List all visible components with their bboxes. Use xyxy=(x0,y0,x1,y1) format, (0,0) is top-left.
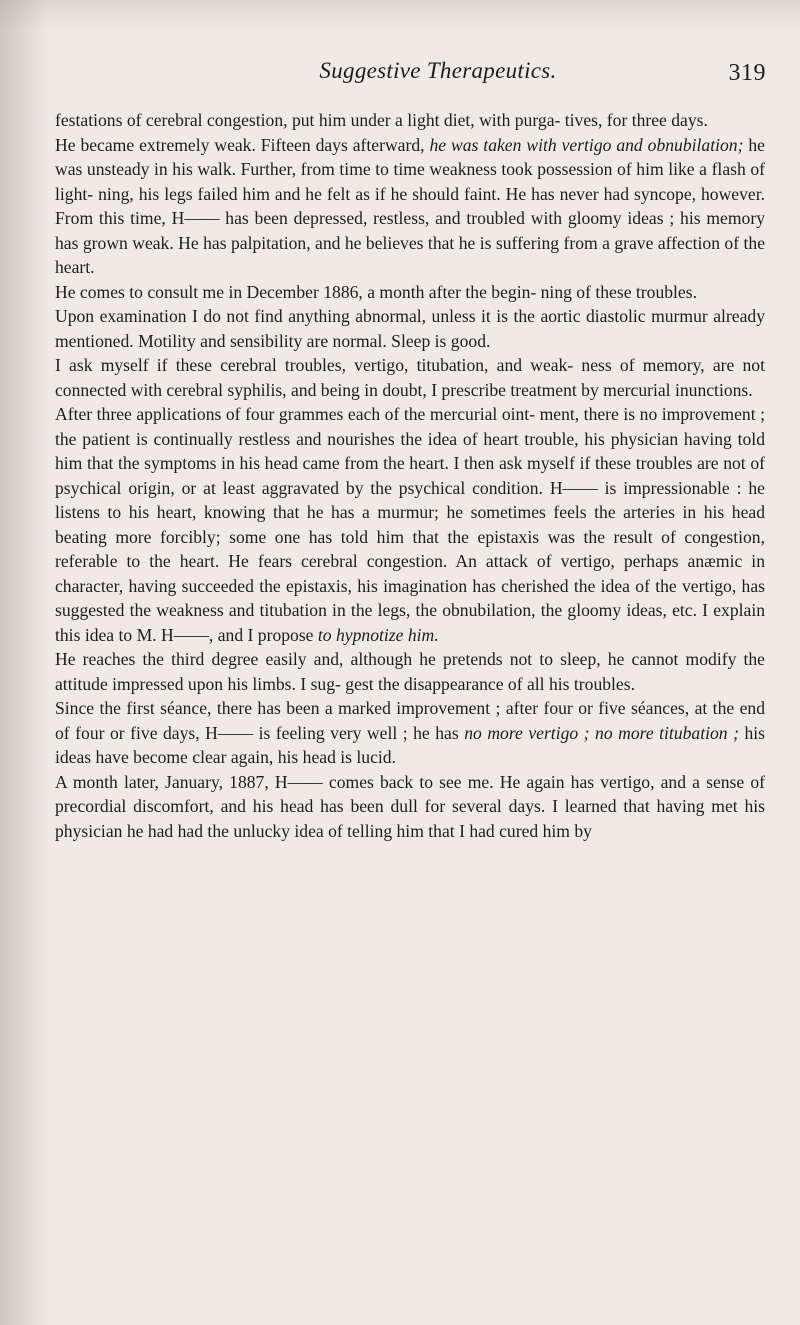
page-header xyxy=(80,58,766,98)
italic-phrase: he was taken with vertigo and obnubilation; xyxy=(429,134,744,155)
text-segment: A month later, January, 1887, H—— comes back to see me. He again has vertigo, and a sense of precordial discomfort, and his head has been dull for several days. I learned that having met his physician he had had the unlucky idea of telling him that I had cured him by xyxy=(55,771,765,841)
running-title: Suggestive Therapeutics. xyxy=(319,58,557,83)
text-segment: I ask myself if these cerebral troubles, vertigo, titubation, and weak- ness of memory, are not connected with cerebral syphilis, and being in doubt, I prescribe treatment by mercurial inunctions. xyxy=(55,355,765,400)
paragraph-3 xyxy=(55,280,765,305)
body-text xyxy=(55,108,765,843)
paragraph-6 xyxy=(55,402,765,647)
text-segment: festations of cerebral congestion, put him under a light diet, with purga- tives, for three days. xyxy=(55,110,708,130)
italic-phrase: no more vertigo ; no more titubation ; xyxy=(464,722,739,743)
paragraph-9 xyxy=(55,770,765,844)
italic-phrase: to hypnotize him. xyxy=(317,624,439,645)
paragraph-1 xyxy=(55,108,765,133)
text-segment: After three applications of four grammes each of the mercurial oint- ment, there is no improvement ; the patient is continually restless and nourishes the idea of heart trouble, his physician having told him that the symptoms in his head came from the heart. I then ask myself if these troubles are not of psychical origin, or at least aggravated by the psychical condition. H—— is impressionable : he listens to his heart, knowing that he has a murmur; he sometimes feels the arteries in his head beating more forcibly; some one has told him that the epistaxis was the result of congestion, referable to the heart. He fears cerebral congestion. An attack of vertigo, perhaps anæmic in character, having succeeded the epistaxis, his imagination has cherished the idea of the vertigo, has suggested the weakness and titubation in the legs, the obnubilation, the gloomy ideas, etc. I explain this idea to M. H——, and I propose xyxy=(55,404,765,645)
paragraph-2 xyxy=(55,133,765,280)
paragraph-4 xyxy=(55,304,765,353)
text-segment: he was unsteady in his walk. Further, from time to time weakness took possession of him like a flash of light- ning, his legs failed him and he felt as if he should faint. He has never had syncope, however. From this time, H—— has been depressed, restless, and troubled with gloomy ideas ; his memory has grown weak. He has palpitation, and he believes that he is suffering from a grave affection of the heart. xyxy=(55,134,765,277)
page-top-shadow xyxy=(0,0,800,30)
text-segment: Since the first séance, there has been a marked improvement ; after four or five séances, at the end of four or five days, H—— is feeling very well ; he has xyxy=(55,698,765,743)
text-segment: He became extremely weak. Fifteen days afterward, xyxy=(55,134,430,155)
paragraph-7 xyxy=(55,647,765,696)
page-number: 319 xyxy=(728,60,766,86)
text-segment: Upon examination I do not find anything abnormal, unless it is the aortic diastolic murmur already mentioned. Motility and sensibility are normal. Sleep is good. xyxy=(55,306,765,351)
text-segment: He reaches the third degree easily and, although he pretends not to sleep, he cannot modify the attitude impressed upon his limbs. I sug- gest the disappearance of all his troubles. xyxy=(55,649,765,694)
paragraph-5 xyxy=(55,353,765,402)
text-segment: He comes to consult me in December 1886, a month after the begin- ning of these troubles. xyxy=(55,281,697,302)
page-edge-shadow xyxy=(0,0,48,1325)
paragraph-8 xyxy=(55,696,765,770)
text-segment: his ideas have become clear again, his head is lucid. xyxy=(55,722,766,767)
